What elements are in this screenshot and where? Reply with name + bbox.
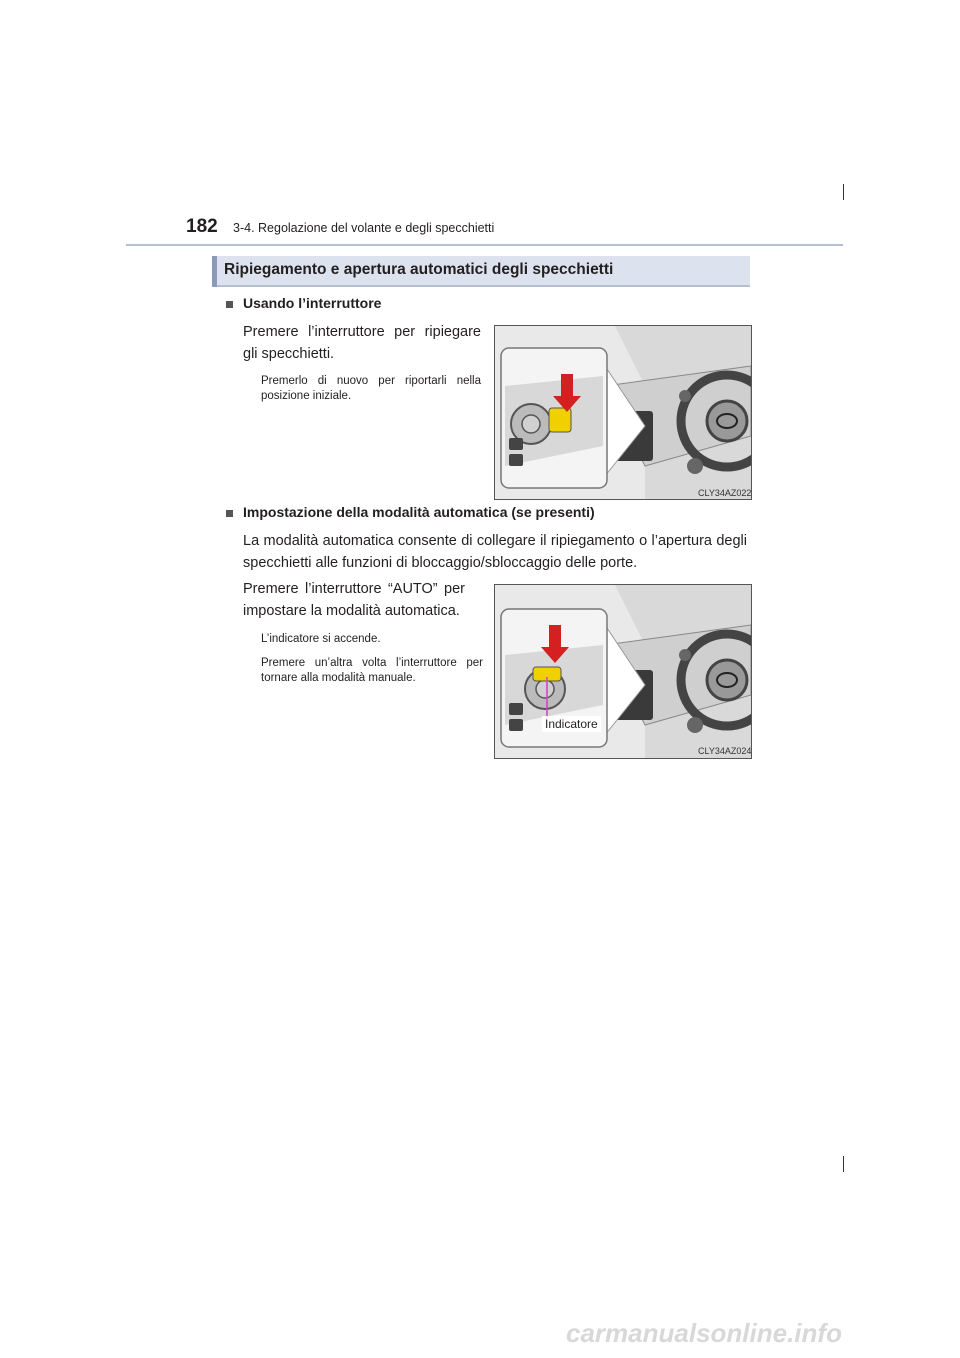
- section-title: Ripiegamento e apertura automatici degli specchietti: [224, 261, 614, 278]
- watermark: carmanualsonline.info: [566, 1318, 842, 1348]
- chapter-title: 3-4. Regolazione del volante e degli specchietti: [233, 221, 495, 235]
- bullet-square-icon: [226, 301, 233, 308]
- figure-auto-switch: [494, 584, 752, 759]
- figure-code-1: CLY34AZ022: [698, 488, 752, 498]
- section-title-accent: [212, 256, 217, 287]
- crop-mark-bottom: [843, 1156, 844, 1172]
- figure-mirror-switch: [494, 325, 752, 500]
- page-number: 182: [186, 216, 218, 237]
- body-text-auto-intro: La modalità automatica consente di collegare il ripiegamento o l’apertura degli specchietti alle funzioni di bloccaggio/sbloccaggio delle porte.: [243, 533, 747, 571]
- note-text-restore: Premerlo di nuovo per riportarli nella posizione iniziale.: [261, 375, 481, 402]
- figure-auto-switch-drawing: [495, 585, 751, 758]
- bullet-square-icon: [226, 510, 233, 517]
- subheading-switch: Usando l’interruttore: [243, 295, 382, 311]
- crop-mark-top: [843, 184, 844, 200]
- header-rule: [126, 244, 843, 246]
- subheading-auto-mode: Impostazione della modalità automatica (se presenti): [243, 504, 595, 520]
- figure-mirror-switch-drawing: [495, 326, 751, 499]
- note-indicator-on: L’indicatore si accende.: [261, 633, 381, 645]
- note-manual-mode: Premere un’altra volta l’interruttore per tornare alla modalità manuale.: [261, 657, 483, 684]
- body-text-auto-press: Premere l’interruttore “AUTO” per impostare la modalità automatica.: [243, 581, 465, 619]
- body-text-fold: Premere l’interruttore per ripiegare gli specchietti.: [243, 324, 481, 362]
- figure-code-2: CLY34AZ024: [698, 746, 752, 756]
- figure-label-indicator: Indicatore: [542, 716, 601, 732]
